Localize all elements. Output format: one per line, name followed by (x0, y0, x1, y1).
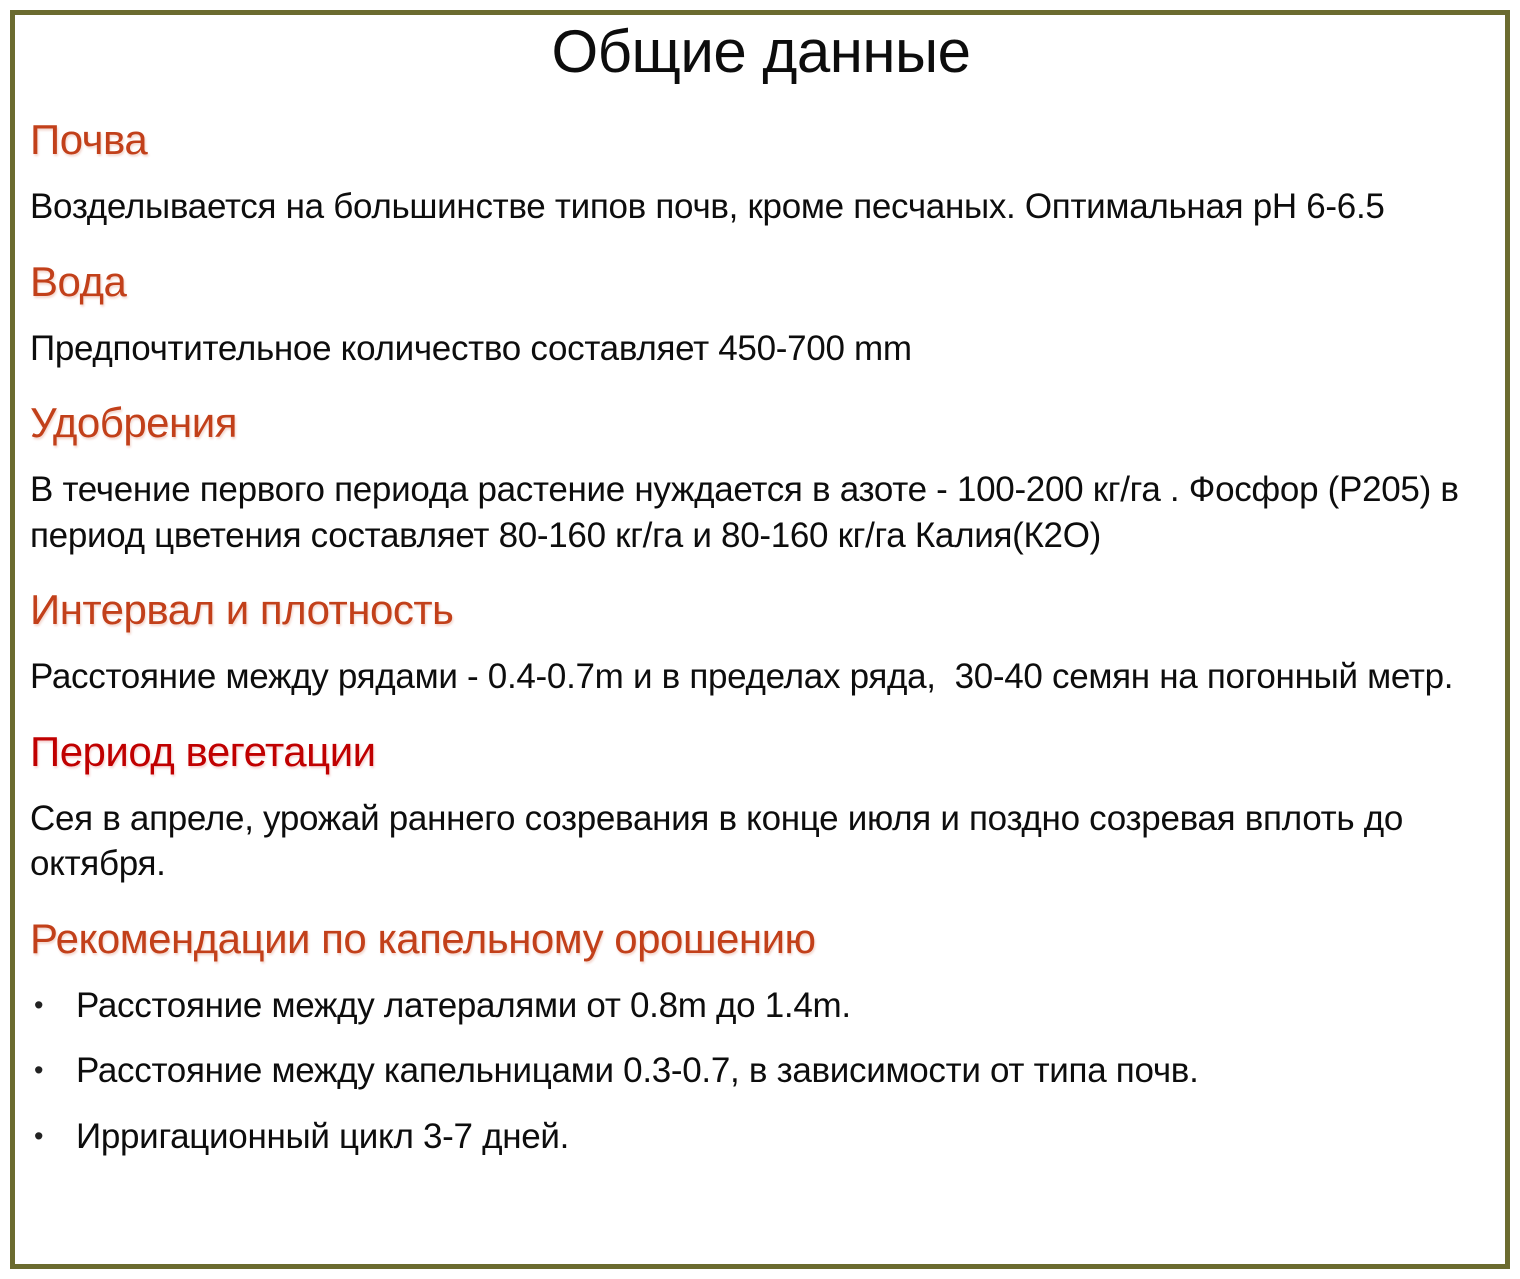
vegetation-period-text: Сея в апреле, урожай раннего созревания в конце июля и поздно созревая вплоть до октября. (30, 798, 1413, 883)
spacing-density-text: Расстояние между рядами - 0.4-0.7m и в пределах ряда, 30-40 семян на погонный метр. (30, 657, 1454, 696)
soil-heading: Почва (30, 116, 148, 163)
page-title: Общие данные (551, 18, 971, 85)
drip-recommendations-list (30, 983, 1492, 1160)
vegetation-period-heading: Период вегетации (30, 727, 376, 775)
bullet-icon: • (34, 1120, 44, 1151)
section-drip-irrigation-recommendations (30, 915, 1492, 1160)
list-item-text: Расстояние между капельницами 0.3-0.7, в зависимости от типа почв. (76, 1051, 1199, 1090)
list-item (30, 1114, 1492, 1160)
list-item-text: Ирригационный цикл 3-7 дней. (76, 1116, 570, 1156)
water-heading: Вода (30, 257, 127, 305)
section-fertilizer (30, 399, 1492, 558)
list-item (30, 1048, 1492, 1094)
fertilizer-text: В течение первого периода растение нуждается в азоте - 100-200 кг/га . Фосфор (P205) в период цветения составляет 80-160 кг/га и 80-160 кг/га Калия(К2О) (30, 470, 1469, 555)
section-soil (30, 116, 1492, 230)
water-text: Предпочтительное количество составляет 450-700 mm (30, 328, 912, 368)
soil-text: Возделывается на большинстве типов почв, кроме песчаных. Оптимальная pH 6-6.5 (30, 187, 1385, 226)
bullet-icon: • (34, 989, 44, 1020)
list-item-text: Расстояние между латералями от 0.8m до 1.4m. (76, 985, 851, 1025)
section-water (30, 258, 1492, 372)
spacing-density-heading: Интервал и плотность (30, 586, 454, 633)
fertilizer-heading: Удобрения (30, 399, 237, 446)
bullet-icon: • (34, 1055, 44, 1085)
section-vegetation-period (30, 728, 1492, 887)
drip-recommendations-heading: Рекомендации по капельному орошению (30, 914, 816, 962)
section-spacing-density (30, 586, 1492, 700)
list-item (30, 983, 1492, 1029)
